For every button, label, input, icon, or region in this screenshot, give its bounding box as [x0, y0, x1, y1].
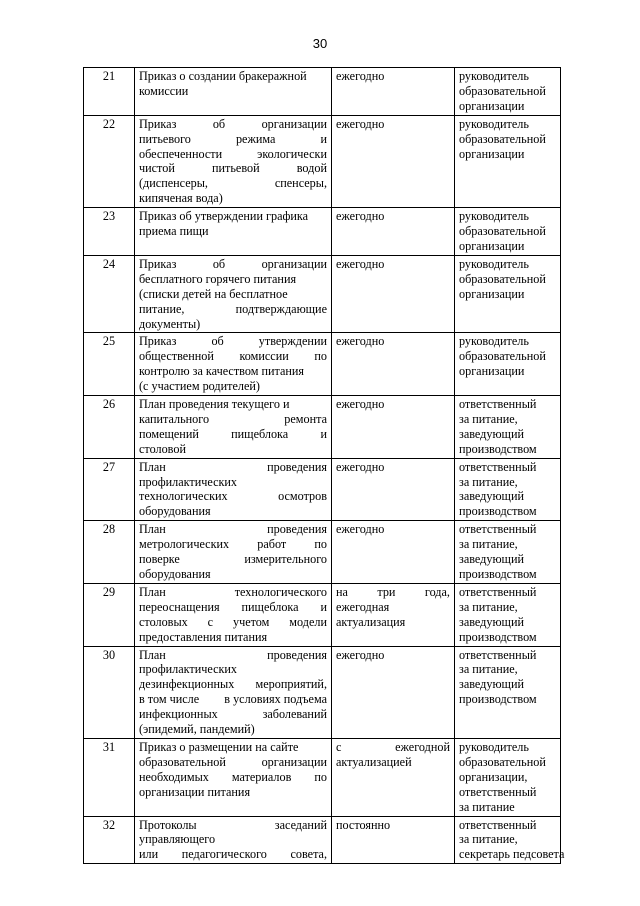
document-name-cell	[135, 255, 332, 333]
cell-line: руководитель	[459, 739, 529, 754]
cell-word: материалов	[231, 769, 292, 784]
table-row	[84, 255, 561, 333]
cell-word: учетом	[233, 614, 270, 629]
cell-line: актуализацией	[336, 754, 412, 769]
cell-word: мероприятий,	[255, 677, 327, 692]
cell-line: руководитель	[459, 256, 529, 271]
cell-line	[139, 770, 327, 785]
cell-word: питание,	[139, 301, 185, 316]
cell-word: проведения	[267, 647, 327, 662]
cell-line	[139, 692, 327, 707]
cell-line	[139, 677, 327, 692]
cell-word: с	[336, 739, 342, 754]
cell-line: профилактических	[139, 662, 238, 677]
cell-line: организации	[459, 98, 525, 113]
cell-line: за питание,	[459, 411, 518, 426]
cell-word: экологически	[257, 146, 327, 161]
periodicity-cell	[332, 583, 455, 646]
cell-word: и	[320, 426, 327, 441]
cell-line: приема пищи	[139, 224, 209, 239]
row-number: 30	[84, 646, 135, 738]
cell-word: План	[139, 647, 166, 662]
table-row	[84, 521, 561, 584]
cell-word: питьевой	[211, 161, 260, 176]
cell-line: секретарь педсовета	[459, 847, 565, 862]
cell-line: образовательной	[459, 83, 546, 98]
responsible-cell	[455, 208, 561, 256]
cell-line	[139, 585, 327, 600]
table-row	[84, 208, 561, 256]
cell-line	[336, 740, 450, 755]
cell-word: дезинфекционных	[139, 677, 235, 692]
cell-word: технологического	[234, 584, 327, 599]
cell-line: образовательной	[459, 131, 546, 146]
cell-line: за питание,	[459, 599, 518, 614]
cell-line: ежегодно	[336, 647, 385, 662]
periodicity-cell	[332, 208, 455, 256]
cell-word: столовых	[139, 614, 188, 629]
cell-line: заведующий	[459, 489, 524, 504]
cell-line: ответственный	[459, 584, 537, 599]
cell-line	[139, 334, 327, 349]
cell-word: в том числе	[139, 692, 200, 707]
cell-word: пищеблока	[241, 599, 299, 614]
periodicity-cell	[332, 458, 455, 521]
cell-word: по	[314, 349, 327, 364]
cell-line: Приказ о размещении на сайте	[139, 739, 299, 754]
cell-word: План	[139, 584, 166, 599]
cell-line: образовательной	[459, 754, 546, 769]
cell-word: и	[320, 599, 327, 614]
cell-line: ежегодно	[336, 459, 385, 474]
document-name-cell	[135, 115, 332, 207]
cell-word: водой	[296, 161, 327, 176]
cell-line: заведующий	[459, 677, 524, 692]
cell-line: оборудования	[139, 504, 211, 519]
row-number: 25	[84, 333, 135, 396]
cell-line: документы)	[139, 316, 201, 331]
cell-line	[139, 537, 327, 552]
cell-line: ответственный	[459, 522, 537, 537]
cell-word: с	[207, 614, 214, 629]
cell-line: ежегодная	[336, 599, 390, 614]
table-row	[84, 68, 561, 116]
cell-line: организации	[459, 146, 525, 161]
cell-line: профилактических	[139, 474, 238, 489]
cell-line: заведующий	[459, 426, 524, 441]
row-number: 23	[84, 208, 135, 256]
document-name-cell	[135, 583, 332, 646]
row-number: 32	[84, 816, 135, 864]
cell-line	[139, 257, 327, 272]
cell-line: ответственный	[459, 397, 537, 412]
cell-line	[139, 161, 327, 176]
cell-line: ответственный	[459, 647, 537, 662]
cell-line: Приказ о создании бракеражной	[139, 69, 307, 83]
cell-word: метрологических	[139, 537, 230, 552]
document-name-cell	[135, 646, 332, 738]
cell-word: измерительного	[244, 552, 327, 567]
responsible-cell	[455, 255, 561, 333]
document-name-cell	[135, 521, 332, 584]
cell-line: (эпидемий, пандемий)	[139, 722, 255, 737]
cell-line: Приказ об утверждении графика	[139, 209, 309, 224]
cell-line: производством	[459, 692, 537, 707]
responsible-cell	[455, 816, 565, 864]
cell-line: заведующий	[459, 552, 524, 567]
cell-line: за питание,	[459, 832, 518, 847]
cell-word: по	[314, 769, 327, 784]
cell-line	[336, 585, 450, 600]
periodicity-cell	[332, 816, 455, 864]
periodicity-cell	[332, 333, 455, 396]
cell-line: комиссии	[139, 83, 189, 98]
cell-line: организации,	[459, 769, 528, 784]
table-row	[84, 115, 561, 207]
cell-line	[139, 176, 327, 191]
cell-word: организации	[261, 116, 327, 131]
cell-word: режима	[235, 131, 276, 146]
cell-word: или	[139, 847, 159, 862]
cell-line: ежегодно	[336, 256, 385, 271]
cell-line: ежегодно	[336, 397, 385, 412]
cell-word: организации	[261, 256, 327, 271]
cell-line: производством	[459, 567, 537, 581]
document-name-cell	[135, 396, 332, 459]
table-row	[84, 396, 561, 459]
cell-line: организации питания	[139, 784, 251, 799]
cell-line	[139, 302, 327, 317]
periodicity-cell	[332, 255, 455, 333]
cell-line	[139, 847, 327, 862]
cell-word: проведения	[267, 522, 327, 537]
cell-word: План	[139, 522, 166, 537]
periodicity-cell	[332, 115, 455, 207]
cell-word: технологических	[139, 489, 228, 504]
responsible-cell	[455, 583, 561, 646]
cell-line	[139, 412, 327, 427]
cell-word: совета,	[290, 847, 327, 862]
cell-line: оборудования	[139, 567, 211, 581]
cell-word: общественной	[139, 349, 214, 364]
row-number: 26	[84, 396, 135, 459]
cell-line: за питание,	[459, 662, 518, 677]
cell-line	[139, 132, 327, 147]
cell-line: ежегодно	[336, 334, 385, 349]
cell-line: контролю за качеством питания	[139, 364, 305, 379]
periodicity-cell	[332, 68, 455, 116]
cell-line: руководитель	[459, 116, 529, 131]
cell-line: ежегодно	[336, 116, 385, 131]
document-table	[83, 67, 565, 864]
cell-word: организации	[261, 754, 327, 769]
cell-word: заболеваний	[262, 707, 327, 722]
cell-word: помещений	[139, 426, 199, 441]
cell-line: актуализация	[336, 614, 406, 629]
cell-line: управляющего	[139, 832, 216, 847]
cell-line: образовательной	[459, 224, 546, 239]
cell-line: кипяченая вода)	[139, 191, 223, 206]
cell-line: ежегодно	[336, 522, 385, 537]
row-number: 22	[84, 115, 135, 207]
responsible-cell	[455, 458, 561, 521]
cell-word: на	[336, 584, 348, 599]
page-number: 30	[312, 36, 328, 51]
cell-line: столовой	[139, 441, 186, 456]
cell-line: ежегодно	[336, 69, 385, 83]
cell-line: образовательной	[459, 271, 546, 286]
row-number: 24	[84, 255, 135, 333]
row-number: 27	[84, 458, 135, 521]
cell-word: об	[212, 256, 226, 271]
table-row	[84, 738, 561, 816]
document-name-cell	[135, 738, 332, 816]
cell-word: поверке	[139, 552, 180, 567]
cell-word: (диспенсеры,	[139, 176, 208, 191]
cell-line: заведующий	[459, 614, 524, 629]
responsible-cell	[455, 68, 561, 116]
cell-line	[139, 552, 327, 567]
cell-word: инфекционных	[139, 707, 218, 722]
cell-word: в условиях подъема	[224, 692, 327, 707]
cell-word: переоснащения	[139, 599, 220, 614]
document-name-cell	[135, 333, 332, 396]
cell-line	[139, 615, 327, 630]
cell-line: руководитель	[459, 334, 529, 349]
cell-line: производством	[459, 504, 537, 519]
cell-line	[139, 600, 327, 615]
row-number: 29	[84, 583, 135, 646]
cell-word: три	[377, 584, 396, 599]
cell-line	[139, 147, 327, 162]
cell-word: по	[314, 537, 327, 552]
cell-line: руководитель	[459, 69, 529, 83]
cell-word: и	[320, 131, 327, 146]
responsible-cell	[455, 115, 561, 207]
cell-word: года,	[424, 584, 450, 599]
cell-word: чистой	[139, 161, 175, 176]
cell-line: (списки детей на бесплатное	[139, 286, 288, 301]
cell-word: образовательной	[139, 754, 226, 769]
cell-word: об	[211, 334, 224, 349]
responsible-cell	[455, 738, 561, 816]
cell-word: капитального	[139, 411, 210, 426]
cell-line: ответственный	[459, 459, 537, 474]
row-number: 31	[84, 738, 135, 816]
cell-line: (с участием родителей)	[139, 379, 260, 394]
responsible-cell	[455, 396, 561, 459]
cell-word: пищеблока	[231, 426, 289, 441]
cell-line	[139, 117, 327, 132]
cell-word: утверждении	[258, 334, 327, 349]
cell-word: питьевого	[139, 131, 191, 146]
cell-word: комиссии	[239, 349, 289, 364]
cell-line: производством	[459, 629, 537, 644]
cell-word: об	[212, 116, 226, 131]
responsible-cell	[455, 333, 561, 396]
cell-line	[139, 427, 327, 442]
cell-line	[139, 489, 327, 504]
cell-word: модели	[289, 614, 327, 629]
cell-word: ремонта	[284, 411, 327, 426]
cell-line: организации	[459, 238, 525, 253]
periodicity-cell	[332, 646, 455, 738]
cell-line: предоставления питания	[139, 629, 268, 644]
periodicity-cell	[332, 738, 455, 816]
cell-line: организации	[459, 364, 525, 379]
cell-word: необходимых	[139, 769, 209, 784]
table-row	[84, 333, 561, 396]
cell-line	[139, 648, 327, 663]
cell-line: за питание,	[459, 474, 518, 489]
cell-line: производством	[459, 441, 537, 456]
cell-word: проведения	[267, 459, 327, 474]
cell-line: ответственный	[459, 784, 537, 799]
row-number: 21	[84, 68, 135, 116]
document-name-cell	[135, 816, 332, 864]
cell-line: за питание,	[459, 537, 518, 552]
table-row	[84, 646, 561, 738]
cell-line: бесплатного горячего питания	[139, 271, 297, 286]
table-row	[84, 816, 561, 864]
cell-line: постоянно	[336, 817, 391, 832]
table-row	[84, 583, 561, 646]
cell-line: организации	[459, 286, 525, 301]
cell-word: заседаний	[274, 817, 327, 832]
cell-line	[139, 707, 327, 722]
periodicity-cell	[332, 521, 455, 584]
cell-line	[139, 349, 327, 364]
row-number: 28	[84, 521, 135, 584]
cell-word: обеспеченности	[139, 146, 223, 161]
cell-line: образовательной	[459, 349, 546, 364]
cell-line	[139, 755, 327, 770]
cell-line: руководитель	[459, 209, 529, 224]
cell-line: План проведения текущего и	[139, 397, 290, 412]
table-row	[84, 458, 561, 521]
cell-word: подтверждающие	[235, 301, 327, 316]
cell-word: Приказ	[139, 256, 177, 271]
cell-line	[139, 522, 327, 537]
cell-line: ответственный	[459, 817, 537, 832]
cell-word: педагогического	[181, 847, 267, 862]
cell-word: работ	[257, 537, 287, 552]
cell-word: Приказ	[139, 116, 177, 131]
periodicity-cell	[332, 396, 455, 459]
cell-word: Приказ	[139, 334, 177, 349]
document-name-cell	[135, 68, 332, 116]
cell-word: Протоколы	[139, 817, 197, 832]
cell-line: за питание	[459, 799, 515, 814]
responsible-cell	[455, 521, 561, 584]
cell-word: План	[139, 459, 166, 474]
cell-word: спенсеры,	[274, 176, 327, 191]
cell-line	[139, 460, 327, 475]
cell-line	[139, 818, 327, 833]
document-name-cell	[135, 458, 332, 521]
cell-line: ежегодно	[336, 209, 385, 224]
responsible-cell	[455, 646, 561, 738]
cell-word: осмотров	[278, 489, 327, 504]
document-name-cell	[135, 208, 332, 256]
cell-word: ежегодной	[395, 739, 450, 754]
